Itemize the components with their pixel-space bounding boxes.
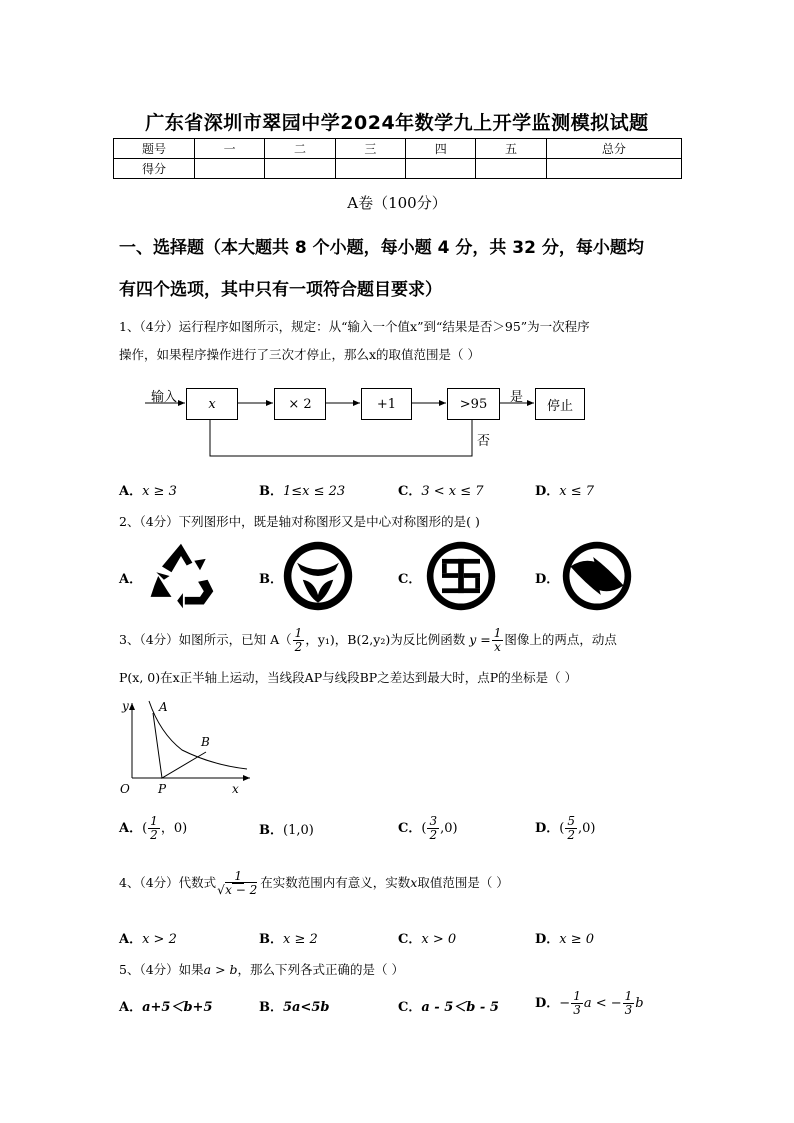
score-table-header-row	[114, 139, 682, 159]
q2-option-b-label[interactable]: B．	[259, 572, 283, 587]
q3-stem-line2: P(x, 0)在x正半轴上运动，当线段AP与线段BP之差达到最大时，点P的坐标是（ ）	[119, 670, 578, 685]
option-label: B．	[259, 823, 283, 838]
option-text: (1,0)	[283, 823, 314, 838]
option-label: C．	[398, 1000, 422, 1015]
frac-den: 2	[567, 828, 575, 842]
q5-text-part1: 5、（4分）如果	[119, 962, 204, 977]
q3-option-b[interactable]	[259, 819, 314, 838]
q3-option-a[interactable]	[119, 815, 187, 842]
option-label: C．	[398, 821, 422, 836]
score-header-cell: 三	[335, 139, 405, 159]
frac-num: 1	[493, 626, 502, 640]
frac-den: 3	[573, 1003, 581, 1017]
q4-option-a[interactable]	[119, 928, 177, 947]
q5-condition: a > b	[203, 962, 238, 977]
segments-ap-bp	[153, 713, 206, 778]
q3-option-d[interactable]	[535, 815, 595, 842]
flow-yes-label: 是	[510, 390, 524, 405]
frac-den-sqrt	[217, 884, 259, 897]
label-p: P	[158, 782, 167, 796]
q3-fn-lhs: y =	[469, 632, 491, 647]
option-label: B．	[259, 484, 283, 499]
swirl-emblem-icon[interactable]	[559, 538, 635, 614]
option-label: A．	[119, 1000, 143, 1015]
frac-den: 2	[294, 640, 303, 654]
option-fraction	[427, 815, 439, 842]
score-cell[interactable]	[476, 159, 546, 179]
option-text: x > 0	[421, 932, 457, 947]
option-fraction-1	[571, 990, 583, 1017]
frac-den: x	[494, 640, 501, 654]
q2-stem: 2、（4分）下列图形中，既是轴对称图形又是中心对称图形的是( )	[119, 514, 480, 529]
score-table-score-row	[114, 159, 682, 179]
flow-box-plus1: +1	[361, 388, 412, 420]
score-row-label: 得分	[114, 159, 195, 179]
q1-stem-line2: 操作，如果程序操作进行了三次才停止，那么x的取值范围是（ ）	[119, 347, 481, 362]
frac-num: 1	[573, 989, 581, 1003]
q3-fraction-fn	[492, 627, 504, 654]
q3-fraction-a	[293, 627, 305, 654]
q5-option-c[interactable]	[398, 996, 499, 1015]
score-cell[interactable]	[406, 159, 476, 179]
label-o: O	[120, 782, 130, 796]
frac-den: 3	[624, 1003, 633, 1017]
option-text: a - 5＜b - 5	[421, 1000, 499, 1015]
frac-num: 1	[234, 869, 243, 883]
option-pre: (	[142, 821, 148, 836]
flow-box-stop: 停止	[535, 388, 585, 420]
sqrt-radicand: x − 2	[225, 883, 258, 897]
option-label: B．	[259, 1000, 283, 1015]
q2-option-c-label[interactable]: C．	[398, 572, 422, 587]
option-text: x ≥ 3	[142, 484, 177, 499]
option-label: C．	[398, 484, 422, 499]
option-label: D．	[535, 821, 560, 836]
q3-option-c[interactable]	[398, 815, 458, 842]
frac-num: 5	[567, 814, 575, 828]
option-text: 3 < x ≤ 7	[421, 484, 484, 499]
score-header-cell: 总分	[546, 139, 681, 159]
option-label: A．	[119, 484, 143, 499]
q4-option-c[interactable]	[398, 928, 456, 947]
label-b: B	[201, 735, 210, 749]
option-text: x ≤ 7	[559, 484, 595, 499]
section-heading-line1: 一、选择题（本大题共 8 个小题，每小题 4 分，共 32 分，每小题均	[119, 238, 644, 258]
q5-option-d[interactable]	[535, 990, 644, 1017]
score-cell[interactable]	[195, 159, 265, 179]
frac-den: 2	[150, 828, 158, 842]
q5-text-part2: ，那么下列各式正确的是（ ）	[237, 962, 405, 977]
flower-emblem-icon[interactable]	[280, 538, 356, 614]
q1-stem-line1: 1、（4分）运行程序如图所示，规定：从“输入一个值x”到“结果是否＞95”为一次程序	[119, 319, 590, 334]
q4-text-part2: 在实数范围内有意义，实数	[260, 875, 411, 890]
q2-option-d-label[interactable]: D．	[535, 572, 560, 587]
q1-option-c[interactable]	[398, 480, 484, 499]
option-fraction	[565, 815, 577, 842]
option-post: ，0)	[160, 821, 188, 836]
option-mid: a < −	[583, 996, 622, 1011]
q1-option-d[interactable]	[535, 480, 594, 499]
q4-stem	[119, 870, 509, 897]
option-label: D．	[535, 932, 560, 947]
score-header-cell: 五	[476, 139, 546, 159]
flow-input-label: 输入	[151, 390, 178, 405]
frac-num: 1	[150, 814, 158, 828]
q4-var: x	[410, 875, 418, 890]
page-title: 广东省深圳市翠园中学2024年数学九上开学监测模拟试题	[145, 112, 649, 134]
option-fraction	[148, 815, 160, 842]
q4-option-d[interactable]	[535, 928, 594, 947]
score-header-cell: 题号	[114, 139, 195, 159]
flow-box-times2: × 2	[274, 388, 326, 420]
option-pre: −	[559, 996, 571, 1011]
option-text: x > 2	[142, 932, 177, 947]
score-cell[interactable]	[546, 159, 681, 179]
frac-den: 2	[429, 828, 438, 842]
option-pre: (	[421, 821, 427, 836]
label-x: x	[232, 782, 239, 796]
label-a: A	[159, 700, 168, 714]
label-y: y	[122, 699, 129, 713]
frac-num: 1	[624, 989, 633, 1003]
option-label: D．	[535, 484, 560, 499]
option-label: A．	[119, 821, 143, 836]
option-label: B．	[259, 932, 283, 947]
q3-graph	[112, 695, 262, 800]
option-text: x ≥ 0	[559, 932, 595, 947]
frac-num: 3	[429, 814, 438, 828]
section-heading-line2: 有四个选项，其中只有一项符合题目要求）	[119, 280, 442, 300]
option-label: D．	[535, 996, 560, 1011]
option-text: x ≥ 2	[283, 932, 318, 947]
sqrt-icon: √	[217, 883, 225, 897]
option-fraction-2	[623, 990, 635, 1017]
option-post: b	[635, 996, 644, 1011]
q4-fraction	[217, 870, 259, 897]
score-header-cell: 一	[195, 139, 265, 159]
option-label: A．	[119, 932, 143, 947]
option-text: 5a<5b	[283, 1000, 330, 1015]
q4-option-b[interactable]	[259, 928, 318, 947]
score-cell[interactable]	[265, 159, 335, 179]
score-cell[interactable]	[335, 159, 405, 179]
frac-num: 1	[294, 626, 303, 640]
q4-text-part1: 4、（4分）代数式	[119, 875, 217, 890]
q5-option-a[interactable]	[119, 996, 212, 1015]
flow-no-label: 否	[477, 434, 491, 449]
score-header-cell: 二	[265, 139, 335, 159]
flow-box-gt95: >95	[447, 388, 500, 420]
q1-option-a[interactable]	[119, 480, 177, 499]
q3-stem-line1	[119, 627, 617, 654]
bank-emblem-icon[interactable]	[423, 538, 499, 614]
option-pre: (	[559, 821, 565, 836]
q3-text-part3: 图像上的两点，动点	[504, 632, 617, 647]
option-text: 1≤x ≤ 23	[283, 484, 346, 499]
q3-text-part2: ，y₁)，B(2,y₂)为反比例函数	[305, 632, 466, 647]
q1-option-b[interactable]	[259, 480, 345, 499]
flow-box-x: x	[186, 388, 238, 420]
q4-text-part3: 取值范围是（ ）	[417, 875, 509, 890]
option-post: ,0)	[578, 821, 596, 836]
q3-text-part1: 3、（4分）如图所示，已知 A（	[119, 632, 292, 647]
section-a-title: A卷（100分）	[347, 194, 447, 212]
option-post: ,0)	[440, 821, 458, 836]
option-label: C．	[398, 932, 422, 947]
q5-option-b[interactable]	[259, 996, 330, 1015]
q5-stem	[119, 960, 404, 978]
recycle-icon[interactable]	[143, 538, 219, 614]
q2-option-a-label[interactable]: A．	[119, 572, 143, 587]
score-header-cell: 四	[406, 139, 476, 159]
option-text: a+5＜b+5	[142, 1000, 213, 1015]
score-table	[113, 138, 682, 179]
